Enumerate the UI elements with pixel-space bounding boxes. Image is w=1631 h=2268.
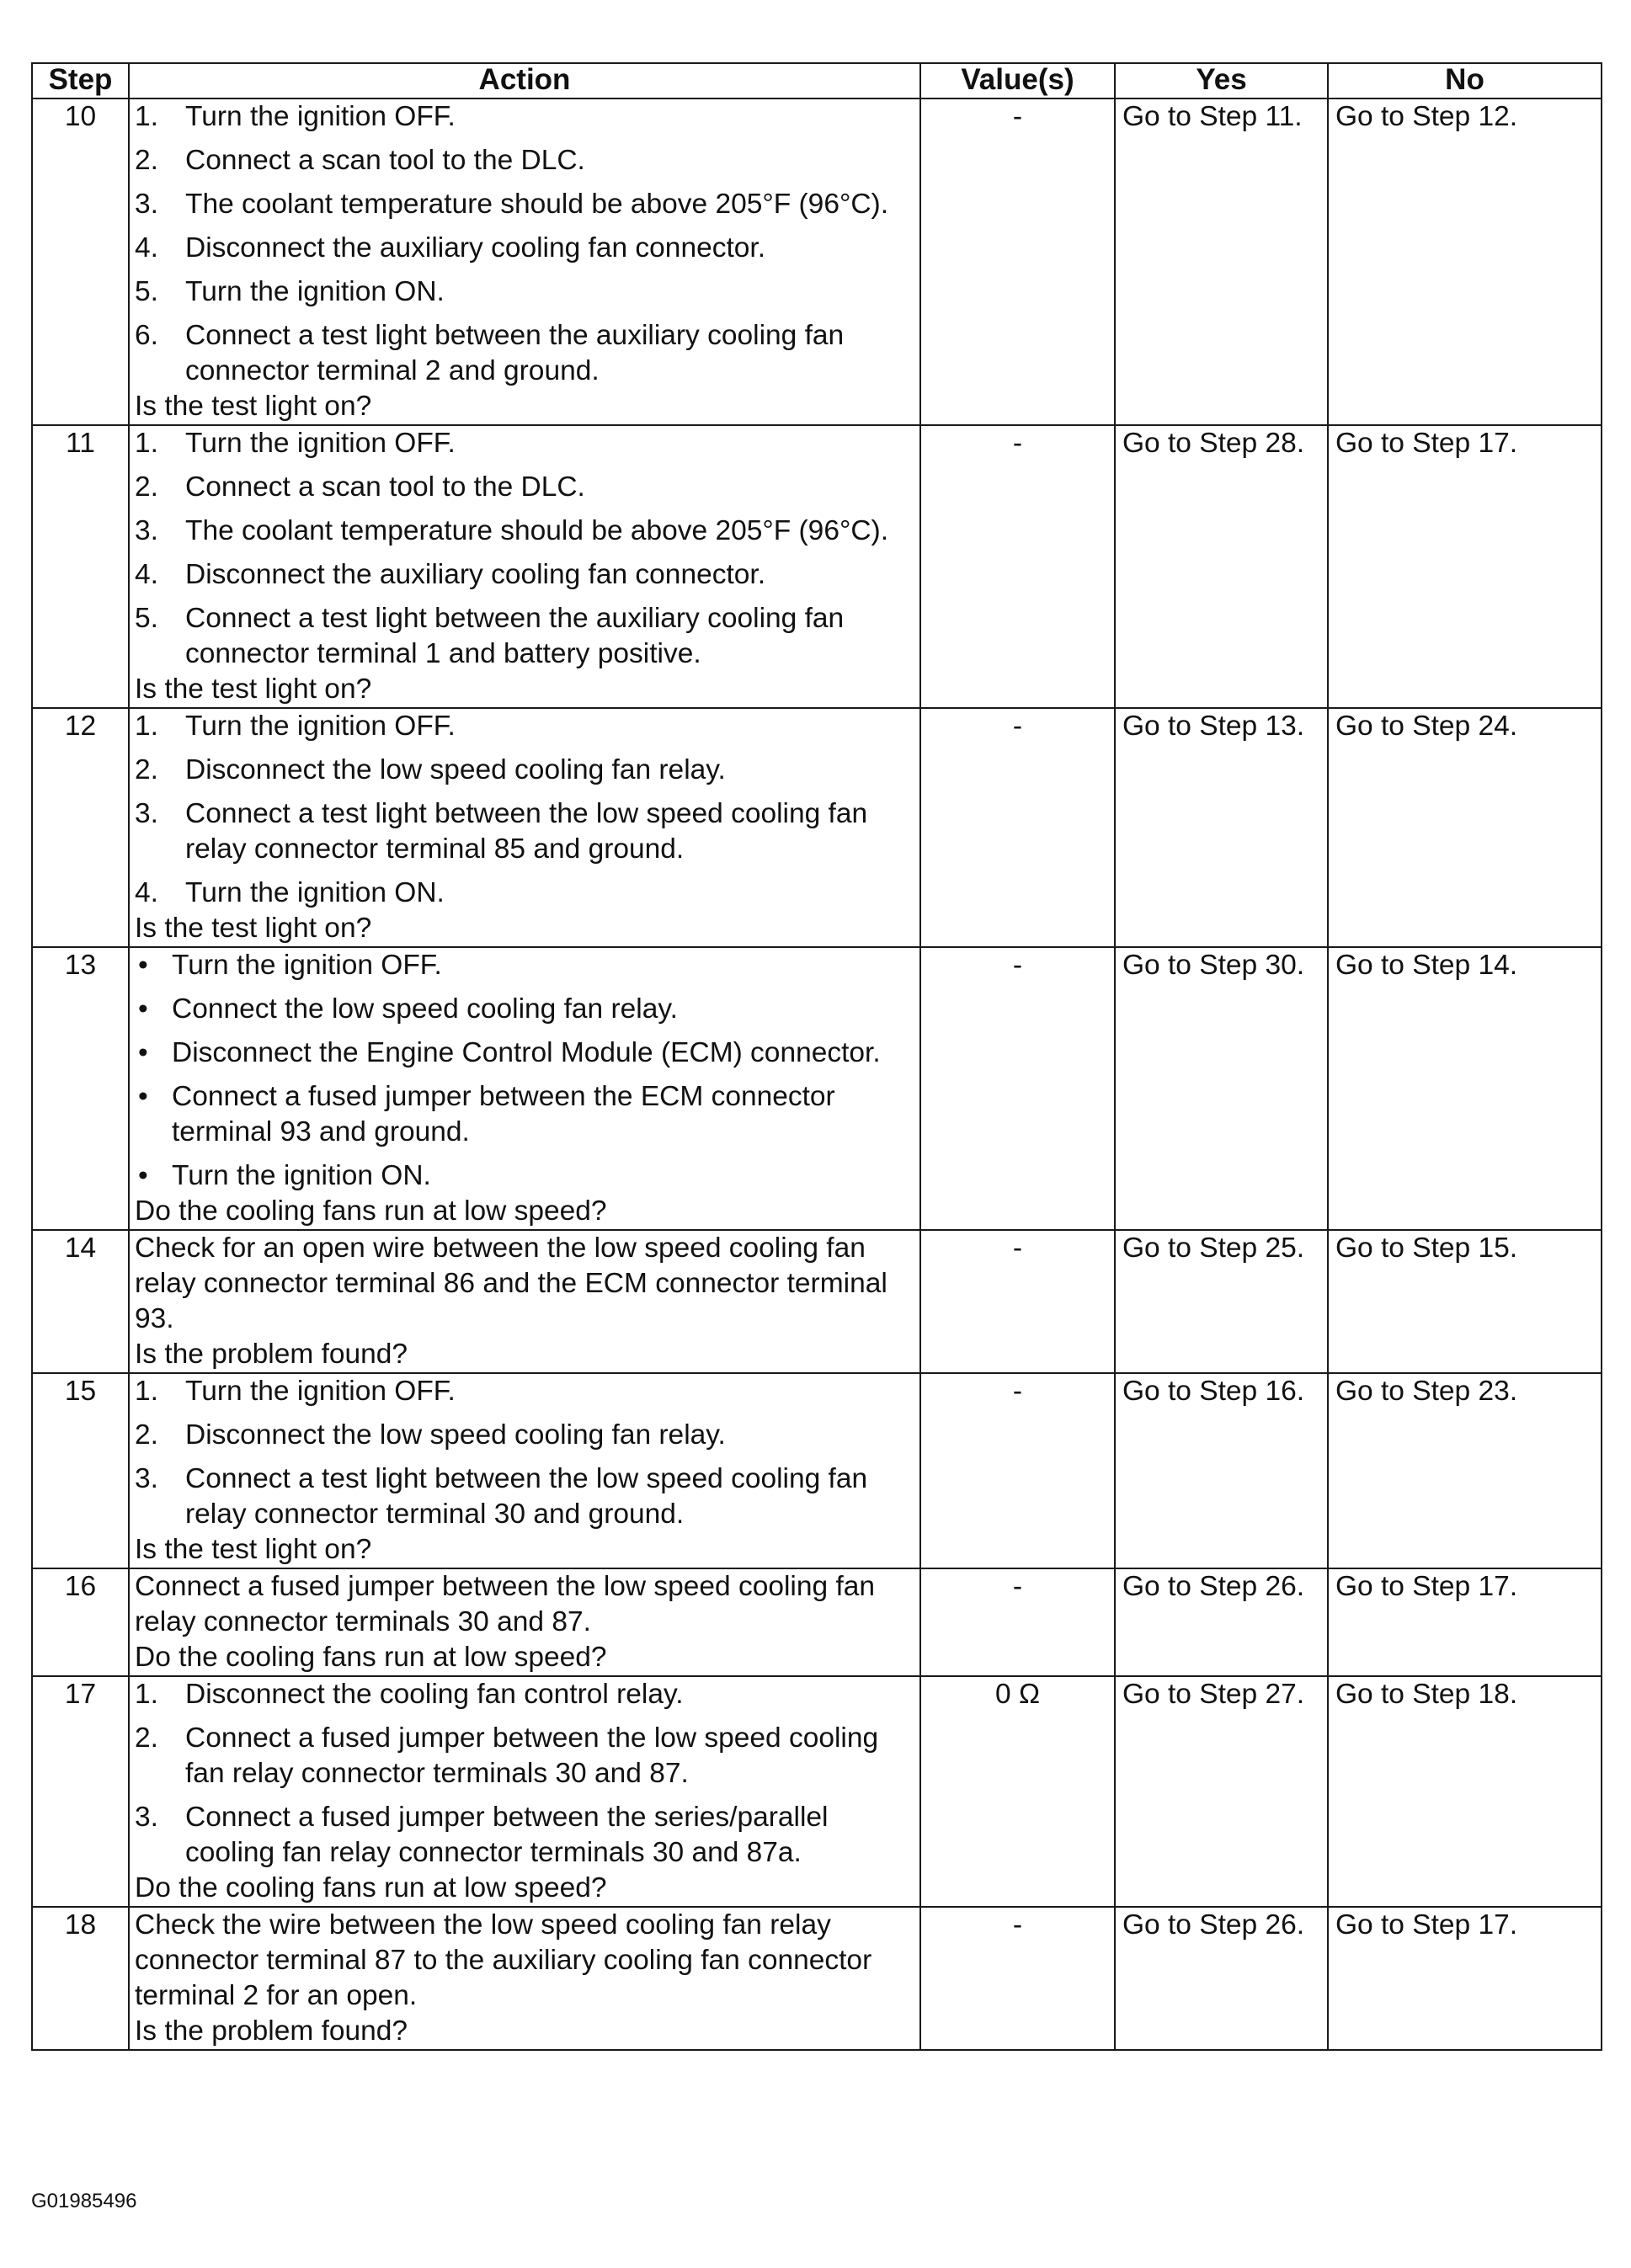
action-item-marker: • [138,950,148,981]
action-item-text: Disconnect the low speed cooling fan relay. [185,754,726,785]
action-item [135,143,914,178]
yes-cell: Go to Step 27. [1115,1676,1328,1907]
table-body [32,98,1602,2050]
step-number: 13 [32,947,129,1230]
value-cell: - [920,708,1115,947]
step-number: 11 [32,425,129,708]
action-item [135,1461,914,1532]
no-cell: Go to Step 17. [1328,1568,1602,1676]
action-item-marker: 2. [135,754,158,785]
yes-cell: Go to Step 30. [1115,947,1328,1230]
value-cell: 0 Ω [920,1676,1115,1907]
figure-id: G01985496 [31,2190,137,2212]
action-item-marker: 1. [135,711,158,742]
header-values: Value(s) [920,63,1115,98]
action-item-text: Connect a test light between the low speed cooling fan relay connector terminal 30 and ground. [185,1463,868,1530]
no-cell: Go to Step 14. [1328,947,1602,1230]
step-number: 10 [32,98,129,425]
action-cell [129,98,920,425]
action-item-marker: 4. [135,559,158,590]
header-yes: Yes [1115,63,1328,98]
action-item [135,876,914,911]
value-cell: - [920,425,1115,708]
no-cell: Go to Step 24. [1328,708,1602,947]
action-item [135,231,914,266]
action-item-text: Disconnect the Engine Control Module (ECM) connector. [172,1037,881,1068]
action-item-marker: 2. [135,1722,158,1754]
action-item-text: Connect a fused jumper between the low speed cooling fan relay connector terminals 30 and 87. [185,1722,879,1789]
value-cell: - [920,1568,1115,1676]
table-row [32,425,1602,708]
action-item-text: Connect a fused jumper between the ECM connector terminal 93 and ground. [172,1081,835,1147]
action-item-text: Connect a test light between the auxiliary cooling fan connector terminal 2 and ground. [185,320,845,386]
yes-cell: Go to Step 25. [1115,1230,1328,1373]
action-item-marker: 4. [135,232,158,264]
step-number: 12 [32,708,129,947]
action-item [135,470,914,505]
action-item-marker: 1. [135,101,158,132]
table-row [32,1230,1602,1373]
table-row [32,708,1602,947]
action-item [135,274,914,310]
action-item-marker: • [138,1037,148,1068]
no-cell: Go to Step 15. [1328,1230,1602,1373]
table-row [32,1907,1602,2050]
action-item [135,709,914,744]
action-item-text: Disconnect the auxiliary cooling fan connector. [185,232,766,264]
action-item [135,187,914,222]
action-item [135,753,914,788]
action-question: Do the cooling fans run at low speed? [135,1872,607,1903]
action-item-marker: 5. [135,603,158,634]
action-item [135,601,914,672]
action-paragraph: Connect a fused jumper between the low speed cooling fan relay connector terminals 30 and 87. [135,1571,876,1637]
header-no: No [1328,63,1602,98]
action-item-text: Turn the ignition OFF. [185,711,456,742]
step-number: 15 [32,1373,129,1568]
action-item-marker: 4. [135,877,158,908]
no-cell: Go to Step 12. [1328,98,1602,425]
action-item-marker: 2. [135,1419,158,1451]
action-item-marker: • [138,1160,148,1191]
yes-cell: Go to Step 26. [1115,1907,1328,2050]
diagnostic-table [31,62,1602,2051]
action-item-text: Turn the ignition OFF. [185,1376,456,1407]
action-item-marker: 2. [135,145,158,176]
no-cell: Go to Step 17. [1328,425,1602,708]
action-cell [129,1568,920,1676]
action-item [135,1800,914,1871]
action-item [135,1374,914,1409]
action-item-text: Turn the ignition ON. [172,1160,431,1191]
action-item-text: The coolant temperature should be above 205°F (96°C). [185,515,888,546]
yes-cell: Go to Step 28. [1115,425,1328,708]
action-item-text: Turn the ignition ON. [185,276,445,307]
table-row [32,1373,1602,1568]
action-question: Is the problem found? [135,1339,408,1370]
action-question: Is the test light on? [135,1534,372,1565]
action-item [135,948,914,983]
action-item [135,426,914,461]
action-question: Is the problem found? [135,2015,408,2047]
action-item-text: Disconnect the low speed cooling fan relay. [185,1419,726,1451]
action-cell [129,1230,920,1373]
action-item-marker: • [138,1081,148,1112]
action-item-text: Connect a test light between the auxiliary cooling fan connector terminal 1 and battery positive. [185,603,845,669]
action-item-text: Disconnect the auxiliary cooling fan connector. [185,559,766,590]
value-cell: - [920,98,1115,425]
action-question: Do the cooling fans run at low speed? [135,1642,607,1673]
action-question: Is the test light on? [135,913,372,944]
action-item-marker: 6. [135,320,158,351]
table-row [32,1568,1602,1676]
header-action: Action [129,63,920,98]
action-item-marker: 3. [135,798,158,829]
table-row [32,1676,1602,1907]
action-paragraph: Check for an open wire between the low speed cooling fan relay connector terminal 86 and the ECM connector terminal 93. [135,1232,887,1334]
action-item [135,1418,914,1453]
action-item-marker: 5. [135,276,158,307]
action-item-text: Turn the ignition ON. [185,877,445,908]
table-row [32,947,1602,1230]
action-item [135,1079,914,1150]
value-cell: - [920,1907,1115,2050]
value-cell: - [920,1373,1115,1568]
step-number: 17 [32,1676,129,1907]
step-number: 14 [32,1230,129,1373]
action-item-text: Disconnect the cooling fan control relay. [185,1679,684,1710]
action-item-marker: 2. [135,471,158,503]
value-cell: - [920,947,1115,1230]
action-cell [129,425,920,708]
action-item-marker: 3. [135,1802,158,1833]
action-item-text: Turn the ignition OFF. [172,950,442,981]
action-item-text: Connect a scan tool to the DLC. [185,471,585,503]
no-cell: Go to Step 17. [1328,1907,1602,2050]
action-item-marker: 1. [135,1679,158,1710]
table-header-row [32,63,1602,98]
action-question: Is the test light on? [135,391,372,422]
yes-cell: Go to Step 16. [1115,1373,1328,1568]
action-question: Do the cooling fans run at low speed? [135,1195,607,1227]
action-item [135,557,914,593]
action-item-marker: 3. [135,515,158,546]
action-item-text: Connect a fused jumper between the series/parallel cooling fan relay connector terminals 30 and 87a. [185,1802,829,1868]
action-cell [129,1373,920,1568]
action-item [135,1721,914,1792]
yes-cell: Go to Step 13. [1115,708,1328,947]
action-item-text: Connect the low speed cooling fan relay. [172,993,678,1025]
action-cell [129,1676,920,1907]
action-item-text: Connect a scan tool to the DLC. [185,145,585,176]
value-cell: - [920,1230,1115,1373]
action-item-text: Turn the ignition OFF. [185,101,456,132]
header-step: Step [32,63,129,98]
step-number: 16 [32,1568,129,1676]
table-row [32,98,1602,425]
yes-cell: Go to Step 26. [1115,1568,1328,1676]
action-cell [129,708,920,947]
action-item [135,318,914,389]
yes-cell: Go to Step 11. [1115,98,1328,425]
action-item [135,992,914,1027]
action-item-marker: 1. [135,1376,158,1407]
action-item-text: Connect a test light between the low speed cooling fan relay connector terminal 85 and ground. [185,798,868,865]
action-item-text: Turn the ignition OFF. [185,428,456,459]
action-item [135,796,914,867]
action-item [135,514,914,549]
action-item-marker: 1. [135,428,158,459]
action-paragraph: Check the wire between the low speed cooling fan relay connector terminal 87 to the auxiliary cooling fan connector terminal 2 for an open. [135,1909,872,2011]
action-item-marker: • [138,993,148,1025]
action-item [135,99,914,135]
action-item [135,1036,914,1071]
action-question: Is the test light on? [135,673,372,705]
diagnostic-table-container [31,62,1601,2051]
action-item-marker: 3. [135,189,158,220]
action-item [135,1677,914,1712]
action-cell [129,1907,920,2050]
no-cell: Go to Step 23. [1328,1373,1602,1568]
step-number: 18 [32,1907,129,2050]
action-item [135,1158,914,1194]
no-cell: Go to Step 18. [1328,1676,1602,1907]
action-item-marker: 3. [135,1463,158,1494]
action-item-text: The coolant temperature should be above 205°F (96°C). [185,189,888,220]
action-cell [129,947,920,1230]
